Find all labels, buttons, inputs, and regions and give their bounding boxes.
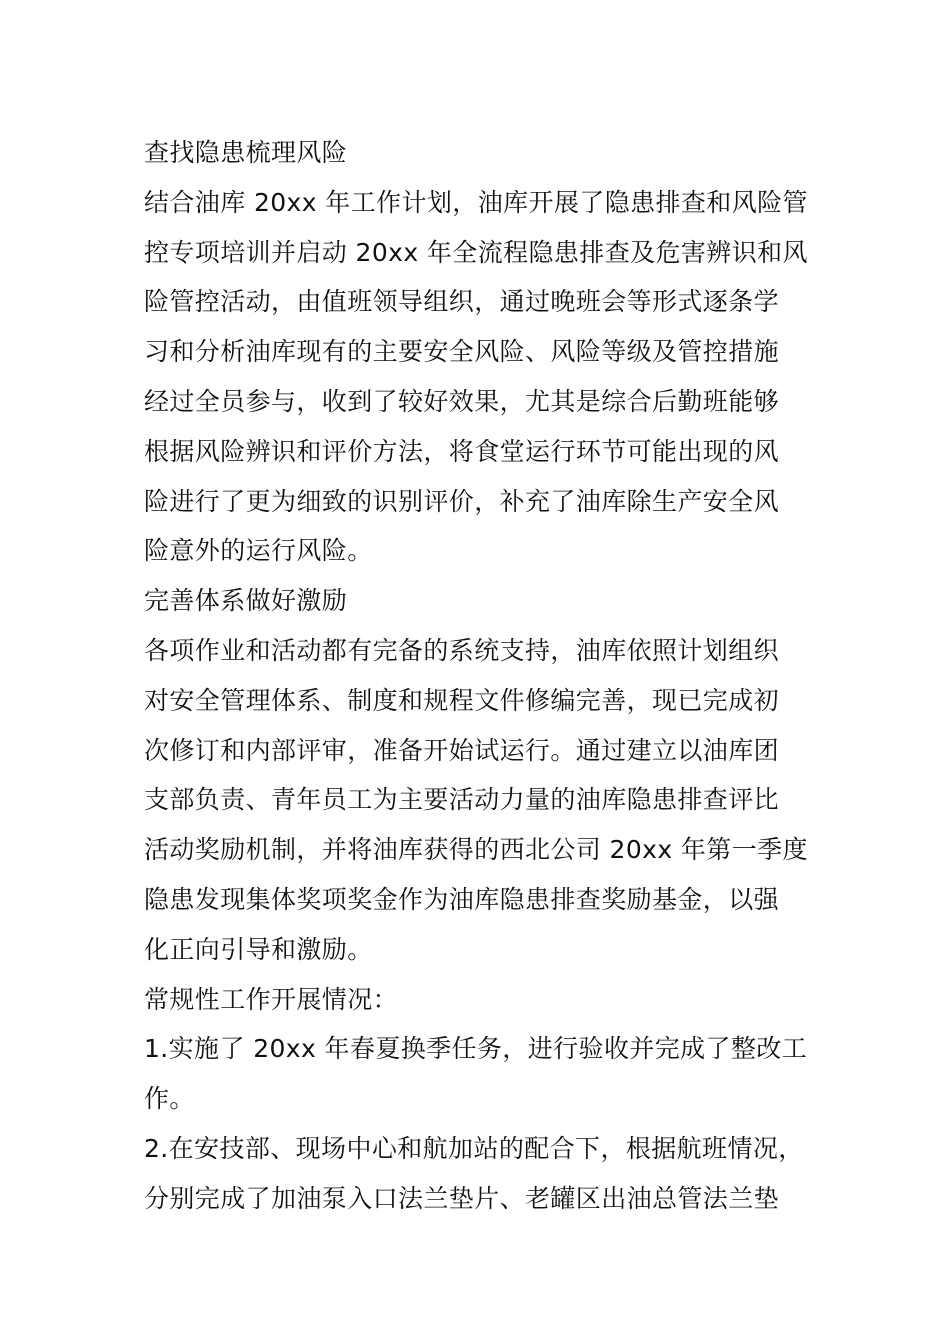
paragraph-line: 隐患发现集体奖项奖金作为油库隐患排查奖励基金，以强	[144, 884, 780, 914]
section-heading-system: 完善体系做好激励	[144, 586, 348, 616]
list-item-line: 分别完成了加油泵入口法兰垫片、老罐区出油总管法兰垫	[144, 1183, 780, 1213]
paragraph-line: 支部负责、青年员工为主要活动力量的油库隐患排查评比	[144, 785, 780, 815]
list-item-line: 1.实施了 20xx 年春夏换季任务，进行验收并完成了整改工	[144, 1034, 808, 1064]
list-item-line: 2.在安技部、现场中心和航加站的配合下，根据航班情况，	[144, 1133, 804, 1163]
paragraph-line: 控专项培训并启动 20xx 年全流程隐患排查及危害辨识和风	[144, 237, 808, 267]
paragraph-line: 险进行了更为细致的识别评价，补充了油库除生产安全风	[144, 486, 780, 516]
paragraph-line: 险意外的运行风险。	[144, 536, 373, 566]
paragraph-line: 根据风险辨识和评价方法，将食堂运行环节可能出现的风	[144, 436, 780, 466]
paragraph-line: 习和分析油库现有的主要安全风险、风险等级及管控措施	[144, 337, 780, 367]
section-heading-routine: 常规性工作开展情况：	[144, 984, 399, 1014]
paragraph-line: 活动奖励机制，并将油库获得的西北公司 20xx 年第一季度	[144, 835, 808, 865]
paragraph-line: 化正向引导和激励。	[144, 934, 373, 964]
paragraph-line: 险管控活动，由值班领导组织，通过晚班会等形式逐条学	[144, 287, 780, 317]
paragraph-line: 次修订和内部评审，准备开始试运行。通过建立以油库团	[144, 735, 780, 765]
section-heading-risk: 查找隐患梳理风险	[144, 138, 348, 167]
paragraph-line: 各项作业和活动都有完备的系统支持，油库依照计划组织	[144, 635, 780, 665]
list-item-line: 作。	[144, 1084, 195, 1114]
document-body	[144, 128, 816, 1224]
paragraph-line: 对安全管理体系、制度和规程文件修编完善，现已完成初	[144, 685, 780, 715]
paragraph-line: 经过全员参与，收到了较好效果，尤其是综合后勤班能够	[144, 386, 780, 416]
paragraph-line: 结合油库 20xx 年工作计划，油库开展了隐患排查和风险管	[144, 187, 808, 217]
